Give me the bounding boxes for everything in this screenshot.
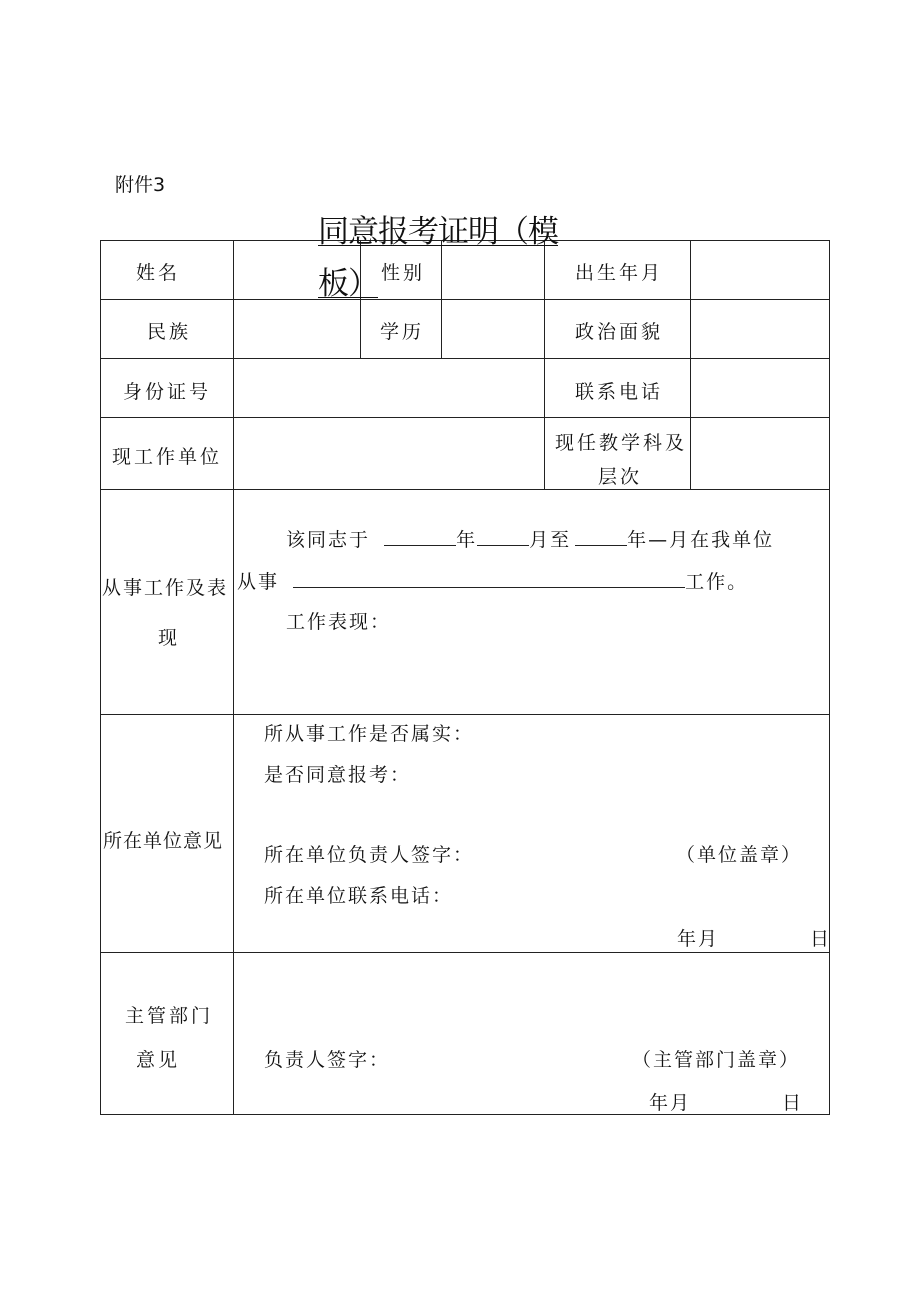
dept-section-label-2: 意见 [136,1049,181,1071]
unit-q-true: 所从事工作是否属实： [264,723,475,745]
current-employer-field[interactable] [234,418,544,489]
engaged-work-line [237,567,748,594]
unit-date-d: 日 [810,928,832,950]
unit-signature: 所在单位负责人签字： [264,844,475,866]
current-employer-label: 现工作单位 [112,446,223,468]
name-label: 姓名 [136,262,181,284]
engaged-prefix: 从事 [237,571,280,593]
education-label: 学历 [380,321,425,343]
unit-date-ym: 年月 [677,928,720,950]
unit-q-agree: 是否同意报考： [264,764,412,786]
birth-field[interactable] [691,241,829,299]
political-status-label: 政治面貌 [575,321,664,343]
unit-section-label: 所在单位意见 [103,830,224,852]
teaching-subject-field[interactable] [691,418,829,489]
dept-date-ym: 年月 [649,1092,692,1114]
performance-label: 工作表现： [286,611,392,633]
dept-signature: 负责人签字： [264,1049,391,1071]
dept-date-d: 日 [782,1092,804,1114]
phone-label: 联系电话 [575,381,664,403]
dept-stamp: （主管部门盖章） [632,1049,801,1071]
unit-stamp: （单位盖章） [676,844,803,866]
work-content-blank[interactable] [293,569,685,588]
page-title [318,206,568,310]
ethnicity-label: 民族 [147,321,192,343]
start-month-blank[interactable] [477,527,529,546]
work-section-label-2: 现 [158,627,181,649]
year-month-tail: 年—月在我单位 [627,529,775,551]
birth-label: 出生年月 [575,262,664,284]
attachment-label: 附件3 [115,174,166,196]
id-number-label: 身份证号 [123,381,212,403]
work-period-prefix: 该同志于 [286,529,371,551]
unit-contact: 所在单位联系电话： [264,885,454,907]
start-year-blank[interactable] [384,527,456,546]
work-section-label-1: 从事工作及表 [102,577,229,599]
dept-section-label-1: 主管部门 [125,1005,214,1027]
work-suffix: 工作。 [685,571,749,593]
teaching-subject-label-1: 现任教学科及 [555,432,688,454]
id-number-field[interactable] [234,359,544,417]
title-line-2: 板） [318,266,378,302]
gender-label: 性别 [381,262,426,284]
teaching-subject-label-2: 层次 [598,466,643,488]
work-period-line [286,525,774,552]
title-line-1: 同意报考证明（模 [318,214,558,250]
month-to-label: 月至 [529,529,572,551]
end-year-blank[interactable] [575,527,627,546]
year-label: 年 [456,529,478,551]
political-status-field[interactable] [691,300,829,358]
phone-field[interactable] [691,359,829,417]
